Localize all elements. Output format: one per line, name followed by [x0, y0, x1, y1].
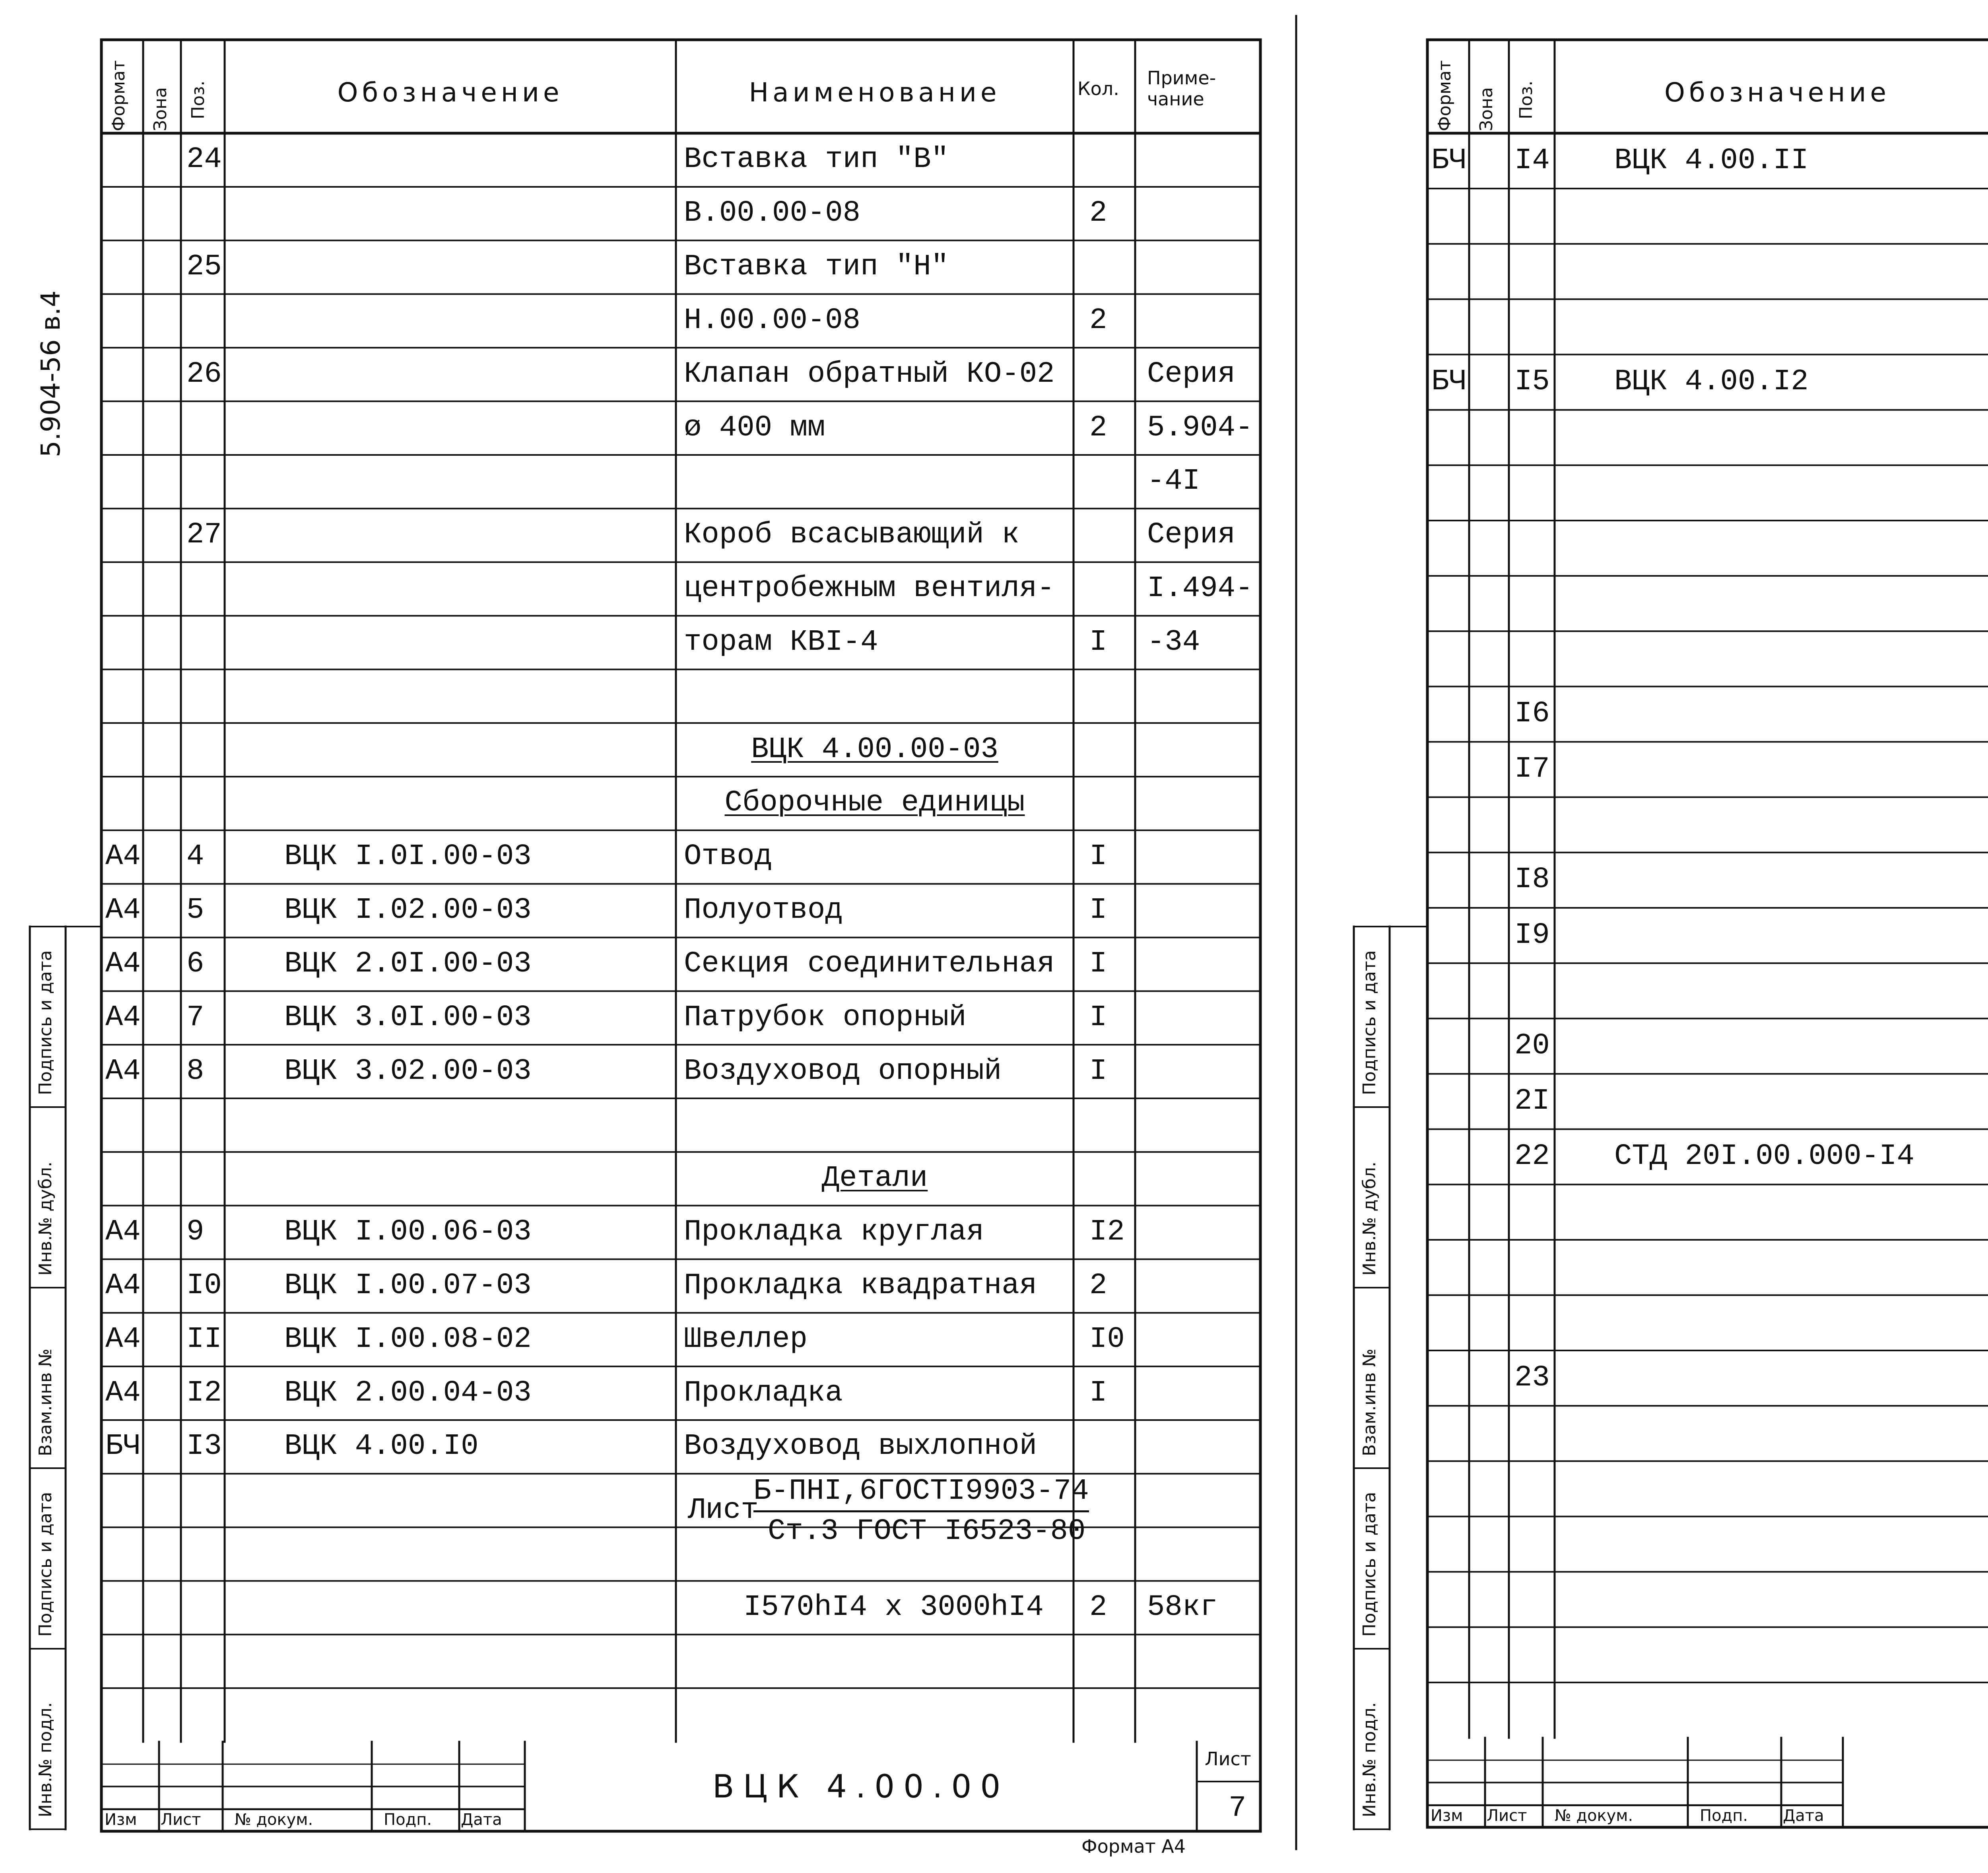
stamp-label: Взам.инв №	[35, 1348, 56, 1456]
row-name: ø 400 мм	[684, 411, 825, 445]
row-format: А4	[105, 1054, 141, 1088]
row-designation: ВЦК I.0I.00-03	[284, 840, 532, 874]
row-designation: ВЦК 4.00.II	[1614, 144, 1809, 177]
row-format: БЧ	[1431, 365, 1467, 399]
row-designation: ВЦК 2.0I.00-03	[284, 947, 532, 981]
stamp-label: Инв.№ дубл.	[1359, 1161, 1380, 1276]
row-qty: I2	[1089, 1215, 1125, 1249]
row-note: 58кг	[1147, 1590, 1218, 1624]
stamp-label: Подпись и дата	[35, 1492, 56, 1637]
row-format: А4	[105, 1322, 141, 1356]
row-name: В.00.00-08	[684, 196, 861, 230]
row-qty: I0	[1089, 1322, 1125, 1356]
row-name: торам КВI-4	[684, 625, 878, 659]
row-name: Полуотвод	[684, 894, 843, 927]
header-zone: Зона	[150, 87, 171, 131]
row-position: II	[186, 1322, 222, 1356]
drawing-title: ВЦК 4.00.00	[712, 1768, 1010, 1805]
tb-izm: Изм	[1431, 1807, 1463, 1825]
row-position: I9	[1514, 918, 1550, 952]
stamp-label: Подпись и дата	[35, 950, 56, 1095]
row-designation: ВЦК I.02.00-03	[284, 894, 532, 927]
sheet-label: Лист	[1205, 1748, 1251, 1770]
row-position: 26	[186, 357, 222, 391]
format-label: Формат А4	[1081, 1836, 1186, 1857]
row-note: -4I	[1147, 464, 1200, 498]
row-format: А4	[105, 947, 141, 981]
row-position: 9	[186, 1215, 204, 1249]
row-position: 2I	[1514, 1084, 1550, 1118]
row-format: А4	[105, 840, 141, 874]
row-name: Отвод	[684, 840, 773, 874]
row-note: I.494-	[1147, 572, 1253, 606]
row-note: Серия	[1147, 518, 1236, 552]
row-position: 22	[1514, 1140, 1550, 1174]
row-designation: ВЦК 3.0I.00-03	[284, 1001, 532, 1034]
header-designation: Обозначение	[337, 77, 563, 108]
header-zone: Зона	[1476, 87, 1497, 131]
stamp-label: Инв.№ дубл.	[35, 1161, 56, 1276]
tb-list: Лист	[1487, 1807, 1527, 1825]
row-format: БЧ	[1431, 144, 1467, 177]
row-position: I3	[186, 1430, 222, 1463]
row-name: Вставка тип "Н"	[684, 250, 949, 284]
row-position: 8	[186, 1054, 204, 1088]
tb-doc: № докум.	[235, 1811, 313, 1829]
row-qty: I	[1089, 1054, 1107, 1088]
sheet-label: Лист	[688, 1493, 759, 1527]
row-position: 25	[186, 250, 222, 284]
row-qty: I	[1089, 1001, 1107, 1034]
row-designation: ВЦК 4.00.I0	[284, 1430, 479, 1463]
row-designation: ВЦК I.00.06-03	[284, 1215, 532, 1249]
stamp-label: Инв.№ подл.	[35, 1702, 56, 1817]
row-format: БЧ	[105, 1430, 141, 1463]
row-position: 24	[186, 143, 222, 177]
row-qty: I	[1089, 947, 1107, 981]
header-designation: Обозначение	[1664, 77, 1890, 108]
row-name: Короб всасывающий к	[684, 518, 1019, 552]
row-qty: 2	[1089, 1269, 1107, 1302]
tb-sign: Подп.	[384, 1811, 432, 1829]
stamp-label: Инв.№ подл.	[1359, 1702, 1380, 1817]
row-section-heading: ВЦК 4.00.00-03	[751, 732, 998, 766]
row-name: Прокладка квадратная	[684, 1269, 1037, 1302]
row-format: А4	[105, 1269, 141, 1302]
tb-date: Дата	[461, 1811, 502, 1829]
tb-list: Лист	[161, 1811, 201, 1829]
row-name: Вставка тип "В"	[684, 143, 949, 177]
header-pos: Поз.	[1516, 80, 1536, 119]
row-qty: I	[1089, 840, 1107, 874]
row-position: I2	[186, 1376, 222, 1410]
row-format: А4	[105, 894, 141, 927]
header-format: Формат	[1435, 60, 1455, 131]
row-name: Патрубок опорный	[684, 1001, 967, 1034]
row-qty: 2	[1089, 1590, 1107, 1624]
row-format: А4	[105, 1376, 141, 1410]
row-name: Прокладка круглая	[684, 1215, 984, 1249]
tb-izm: Изм	[105, 1811, 137, 1829]
row-position: 5	[186, 894, 204, 927]
row-name: Швеллер	[684, 1322, 808, 1356]
row-designation: ВЦК 3.02.00-03	[284, 1054, 532, 1088]
material-numerator: Б-ПНI,6ГОСТI9903-74	[753, 1475, 1089, 1512]
row-name: центробежным вентиля-	[684, 572, 1055, 606]
row-qty: I	[1089, 1376, 1107, 1410]
row-section-heading: Сборочные единицы	[724, 786, 1025, 820]
row-note: Серия	[1147, 357, 1236, 391]
row-designation: ВЦК I.00.07-03	[284, 1269, 532, 1302]
row-position: I0	[186, 1269, 222, 1302]
header-qty: Кол.	[1077, 78, 1119, 99]
row-position: 4	[186, 840, 204, 874]
row-designation: ВЦК 2.00.04-03	[284, 1376, 532, 1410]
stamp-label: Подпись и дата	[1359, 950, 1380, 1095]
header-note: Приме- чание	[1147, 67, 1216, 110]
row-qty: 2	[1089, 411, 1107, 445]
header-pos: Поз.	[188, 80, 208, 119]
row-name: Воздуховод опорный	[684, 1054, 1002, 1088]
row-position: I4	[1514, 144, 1550, 177]
stamp-label: Взам.инв №	[1359, 1348, 1380, 1456]
row-position: I6	[1514, 697, 1550, 731]
row-position: 20	[1514, 1029, 1550, 1063]
row-qty: I	[1089, 625, 1107, 659]
row-designation: СТД 20I.00.000-I4	[1614, 1140, 1914, 1174]
row-section-heading: Детали	[821, 1162, 928, 1195]
row-name: Клапан обратный КО-02	[684, 357, 1055, 391]
sheet-number: 7	[1229, 1791, 1246, 1825]
row-position: 6	[186, 947, 204, 981]
row-position: I5	[1514, 365, 1550, 399]
material-denominator: Ст.3 ГОСТ I6523-80	[768, 1514, 1086, 1548]
row-designation: ВЦК I.00.08-02	[284, 1322, 532, 1356]
header-name: Наименование	[749, 77, 1001, 108]
row-position: I7	[1514, 752, 1550, 786]
row-format: А4	[105, 1001, 141, 1034]
row-position: 23	[1514, 1361, 1550, 1395]
stamp-label: Подпись и дата	[1359, 1492, 1380, 1637]
row-note: 5.904-	[1147, 411, 1253, 445]
margin-code: 5.904-56 в.4	[35, 290, 66, 457]
row-qty: 2	[1089, 303, 1107, 337]
row-format: А4	[105, 1215, 141, 1249]
row-designation: ВЦК 4.00.I2	[1614, 365, 1809, 399]
row-name: I570hI4 x 3000hI4	[744, 1590, 1044, 1624]
row-name: Воздуховод выхлопной	[684, 1430, 1037, 1463]
row-name: Н.00.00-08	[684, 303, 861, 337]
row-name: Прокладка	[684, 1376, 843, 1410]
tb-doc: № докум.	[1555, 1807, 1633, 1825]
row-position: 27	[186, 518, 222, 552]
tb-sign: Подп.	[1700, 1807, 1748, 1825]
row-position: I8	[1514, 863, 1550, 897]
material-fraction	[753, 1475, 1089, 1548]
row-position: 7	[186, 1001, 204, 1034]
tb-date: Дата	[1783, 1807, 1824, 1825]
row-qty: I	[1089, 894, 1107, 927]
row-qty: 2	[1089, 196, 1107, 230]
row-note: -34	[1147, 625, 1200, 659]
header-format: Формат	[109, 60, 129, 131]
row-name: Секция соединительная	[684, 947, 1055, 981]
